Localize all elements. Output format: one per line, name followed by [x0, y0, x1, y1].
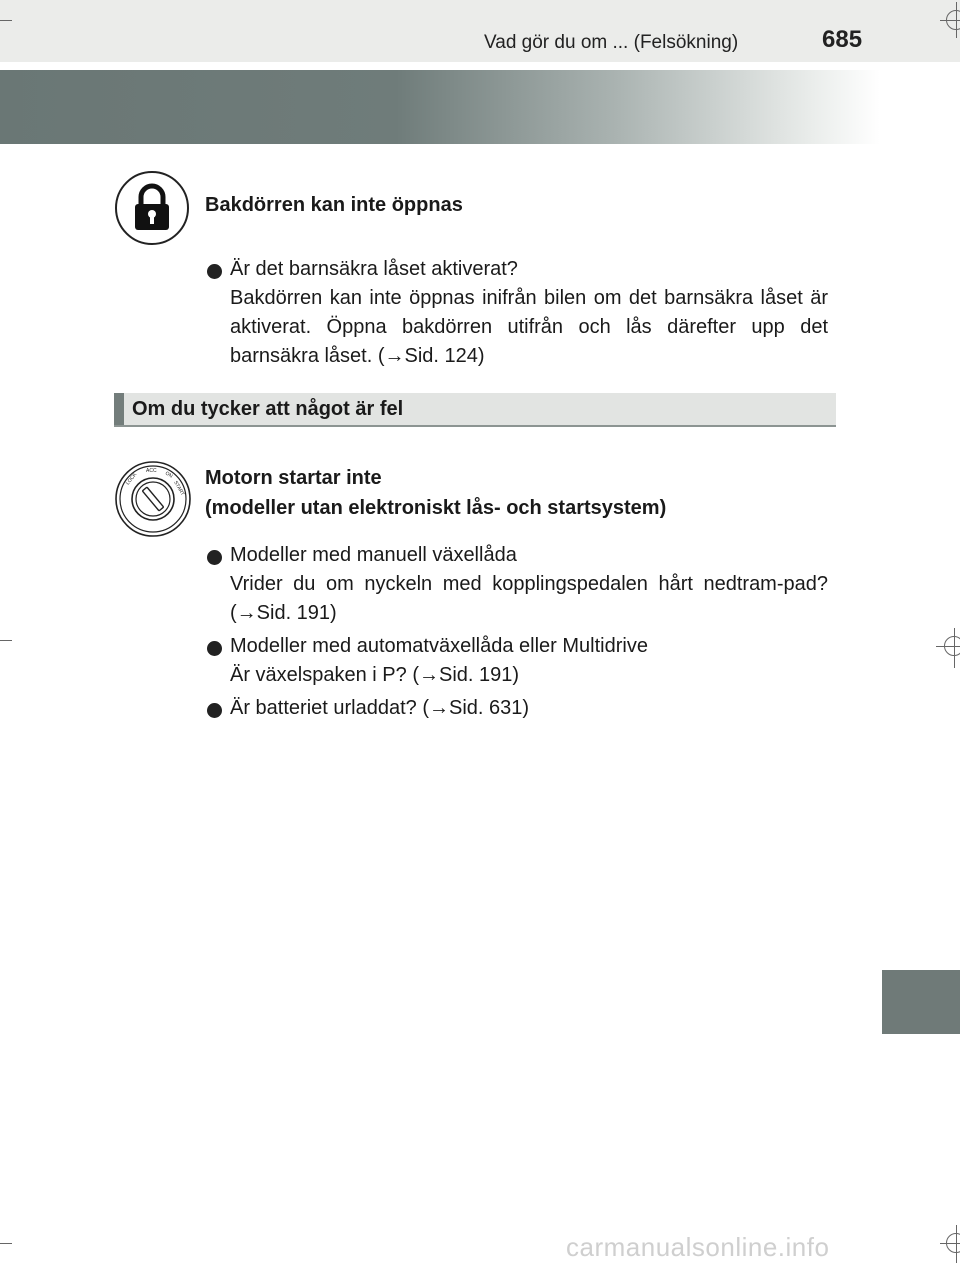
padlock-icon: [115, 171, 189, 245]
ignition-label-lock: LOCK: [124, 471, 139, 487]
crop-mark-mid-right: [936, 628, 960, 668]
crop-mark-mid-left: [0, 640, 12, 642]
crop-mark-bottom-right: [940, 1225, 960, 1263]
header-strip: [0, 0, 960, 62]
crop-mark-top-right: [940, 0, 960, 40]
bullet-marker: [207, 550, 222, 565]
bullet-marker: [207, 264, 222, 279]
ignition-label-acc: ACC: [146, 468, 157, 474]
chapter-side-tab: [882, 970, 960, 1034]
bullet-answer: Är växelspaken i P? (→Sid. 191): [230, 664, 520, 686]
bullet-question: Är batteriet urladdat? (→Sid. 631): [230, 697, 530, 719]
watermark: carmanualsonline.info: [566, 1232, 830, 1262]
section-heading-engine: Motorn startar inte: [205, 467, 382, 489]
chapter-banner: [0, 70, 880, 144]
bullet-question: Är det barnsäkra låset aktiverat?: [230, 258, 518, 280]
page-number: 685: [822, 26, 863, 53]
section-bar-accent: [114, 393, 124, 425]
bullet-marker: [207, 641, 222, 656]
section-bar: [114, 393, 836, 427]
bullet-question: Modeller med manuell växellåda: [230, 544, 517, 566]
chapter-title: Vad gör du om ... (Felsökning): [484, 32, 739, 53]
bullet-marker: [207, 703, 222, 718]
crop-mark-bottom-left: [0, 1243, 12, 1245]
section-heading-rear-door: Bakdörren kan inte öppnas: [205, 194, 463, 216]
bullet-answer: Vrider du om nyckeln med kopplingspedalen hårt nedtram-pad? (→Sid. 191): [230, 573, 828, 624]
section-heading-engine-sub: (modeller utan elektroniskt lås- och startsystem): [205, 497, 667, 519]
ignition-label-on: ON: [164, 470, 174, 480]
bullet-question: Modeller med automatväxellåda eller Multidrive: [230, 635, 648, 657]
ignition-switch-icon: [114, 460, 192, 538]
crop-mark-top-left: [0, 0, 20, 40]
bullet-answer: Bakdörren kan inte öppnas inifrån bilen om det barnsäkra låset är aktiverat. Öppna bakdörren utifrån och lås därefter upp det barnsäkra låset. (→Sid. 124): [230, 287, 828, 367]
ignition-label-start: START: [172, 480, 186, 497]
section-bar-label: Om du tycker att något är fel: [132, 398, 404, 420]
